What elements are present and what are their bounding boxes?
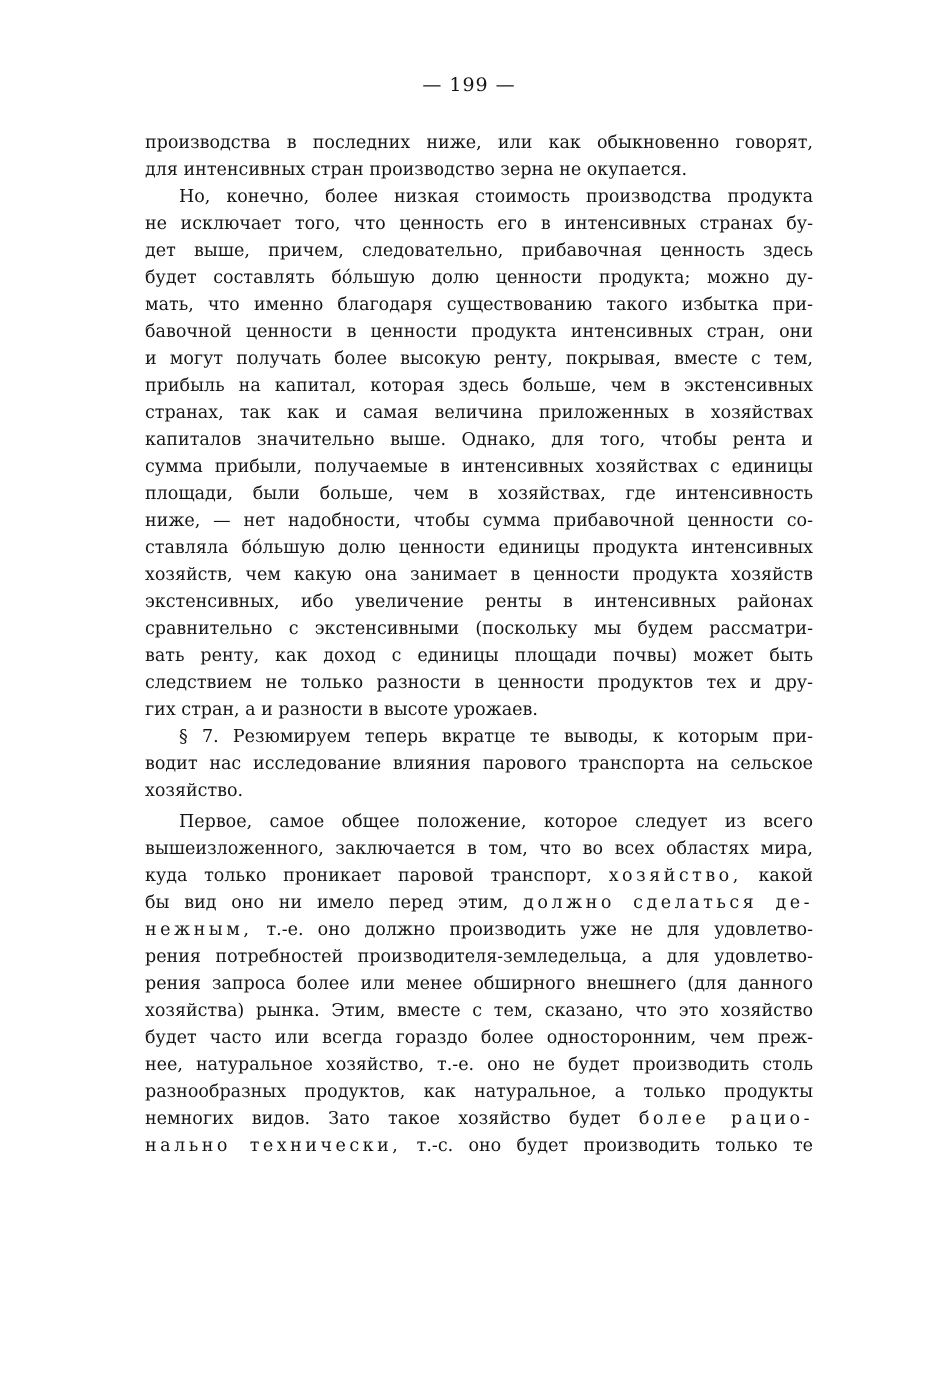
spaced-emphasis: нежным, [145,920,253,940]
text-line [145,1106,813,1133]
text-line: сумма прибыли, получаемые в интенсивных хозяйствах с единицы [145,457,813,477]
spaced-emphasis: нально технически, [145,1136,402,1156]
text-segment: т.-с. оно будет производить только те [416,1136,813,1156]
text-line: странах, так как и самая величина приложенных в хозяйствах [145,403,813,423]
text-line: сравнительно с экстенсивными (поскольку мы будем рассматри- [145,619,813,639]
text-segment: бы вид оно ни имело перед этим, [145,893,509,913]
text-line: водит нас исследование влияния парового транспорта на сельское [145,754,813,774]
text-line: хозяйства) рынка. Этим, вместе с тем, сказано, что это хозяйство [145,1001,813,1021]
spaced-emphasis: хозяйство, [608,866,742,886]
text-line: будет часто или всегда гораздо более односторонним, чем преж- [145,1028,813,1048]
text-line [145,890,813,917]
text-line: не исключает того, что ценность его в интенсивных странах бу- [145,214,813,234]
text-line: прибыль на капитал, которая здесь больше, чем в экстенсивных [145,376,813,396]
text-line: нее, натуральное хозяйство, т.-е. оно не будет производить столь [145,1055,813,1075]
paragraph [145,130,813,184]
text-line [145,1133,813,1160]
text-line: гих стран, а и разности в высоте урожаев. [145,700,538,720]
text-line: § 7. Резюмируем теперь вкратце те выводы, к которым при- [179,727,813,747]
text-line: Первое, самое общее положение, которое следует из всего [179,812,813,832]
text-line: будет составлять бо́льшую долю ценности продукта; можно ду- [145,268,813,288]
text-line: вышеизложенного, заключается в том, что во всех областях мира, [145,839,813,859]
paragraph [145,184,813,724]
text-line: рения потребностей производителя-земледельца, а для удовлетво- [145,947,813,967]
text-line: рения запроса более или менее обширного внешнего (для данного [145,974,813,994]
text-line: Но, конечно, более низкая стоимость производства продукта [179,187,813,207]
text-line [145,917,813,944]
text-line: дет выше, причем, следовательно, прибавочная ценность здесь [145,241,813,261]
text-line: бавочной ценности в ценности продукта интенсивных стран, они [145,322,813,342]
text-line: следствием не только разности в ценности продуктов тех и дру- [145,673,813,693]
text-segment: куда только проникает паровой транспорт, [145,866,592,886]
text-line: ставляла бо́льшую долю ценности единицы продукта интенсивных [145,538,813,558]
text-segment: какой [758,866,813,886]
text-line: хозяйств, чем какую она занимает в ценности продукта хозяйств [145,565,813,585]
section-paragraph [145,724,813,805]
text-line: для интенсивных стран производство зерна не окупается. [145,160,688,180]
text-line: производства в последних ниже, или как обыкновенно говорят, [145,133,813,153]
text-line: площади, были больше, чем в хозяйствах, где интенсивность [145,484,813,504]
text-line: ниже, — нет надобности, чтобы сумма прибавочной ценности со- [145,511,813,531]
text-line: мать, что именно благодаря существованию такого избытка при- [145,295,813,315]
spaced-emphasis: более рацио- [638,1109,813,1129]
text-line: экстенсивных, ибо увеличение ренты в интенсивных районах [145,592,813,612]
text-segment: немногих видов. Зато такое хозяйство будет [145,1109,621,1129]
text-line: капиталов значительно выше. Однако, для того, чтобы рента и [145,430,813,450]
text-line: разнообразных продуктов, как натуральное, а только продукты [145,1082,813,1102]
text-line [145,863,813,890]
text-line: и могут получать более высокую ренту, покрывая, вместе с тем, [145,349,813,369]
spaced-emphasis: должно сделаться де- [523,893,813,913]
text-line: хозяйство. [145,781,244,801]
paragraph [145,809,813,1160]
text-line: вать ренту, как доход с единицы площади почвы) может быть [145,646,813,666]
text-segment: т.-е. оно должно производить уже не для удовлетво- [266,920,813,940]
body-text [145,130,813,1160]
page-number: — 199 — [422,74,516,96]
